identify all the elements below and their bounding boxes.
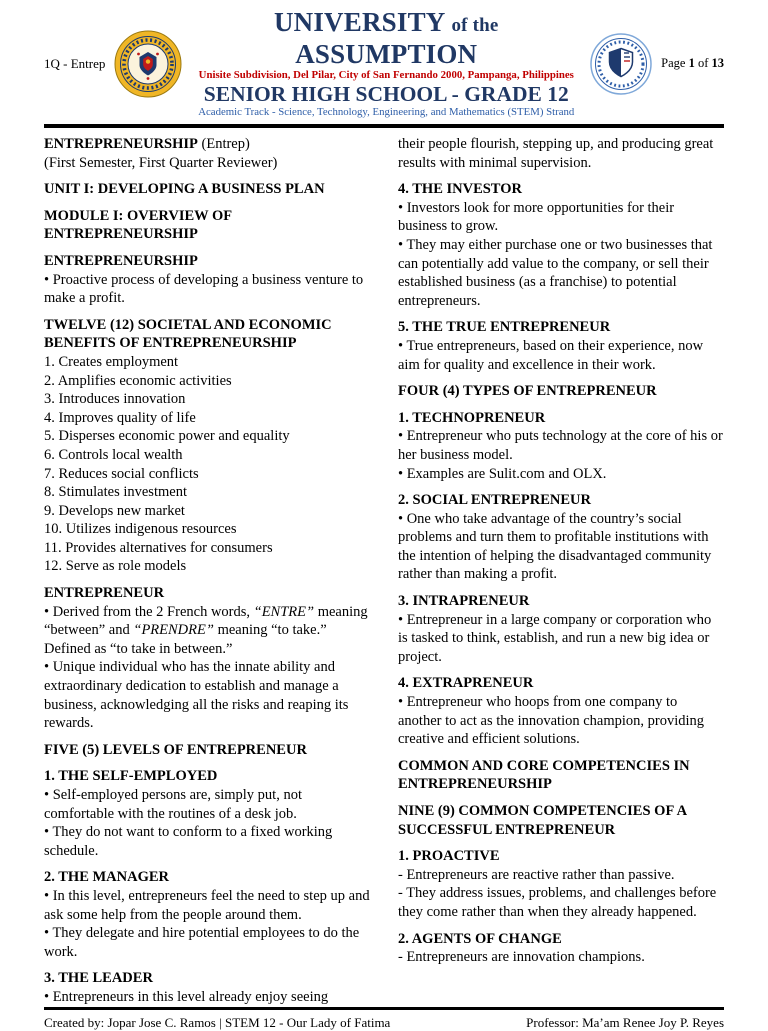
paragraph [398,427,724,464]
page-total: 13 [711,56,724,70]
text-segment: • One who take advantage of the country’s social problems and turn them to profitable institutions with the intention of helping the disadvantaged community rather than making a profit. [398,510,712,583]
text-segment: 3. INTRAPRENEUR [398,593,530,610]
text-segment: 2. SOCIAL ENTREPRENEUR [398,492,591,509]
page-number: 1 [688,56,695,70]
page-of: of [694,56,712,70]
page-indicator [661,56,724,71]
paragraph [44,427,370,446]
document-content [44,128,724,1007]
text-segment: 8. Stimulates investment [44,484,187,501]
text-segment: • Entrepreneurs in this level already enjoy seeing [44,988,329,1005]
paragraph [398,337,724,374]
text-segment: (Entrep) [197,136,250,152]
text-segment: ENTREPRENEURSHIP [44,252,198,269]
footer-professor: Professor: Ma’am Renee Joy P. Reyes [526,1014,724,1030]
text-segment: • They may either purchase one or two businesses that can potentially add value to the company, or sell their established business (as a franchise) to potential entrepreneurs. [398,236,713,309]
paragraph [44,483,370,502]
section-heading [398,757,724,794]
page-word: Page [661,56,689,70]
text-segment: 2. AGENTS OF CHANGE [398,930,562,947]
text-segment: • Proactive process of developing a business venture to make a profit. [44,271,364,307]
section-heading [398,592,724,611]
text-segment: • Examples are Sulit.com and OLX. [398,465,607,482]
section-heading [398,180,724,199]
text-segment: 3. THE LEADER [44,970,153,987]
section-heading [398,409,724,428]
text-segment: 4. Improves quality of life [44,409,196,426]
text-segment: • In this level, entrepreneurs feel the need to step up and ask some help from the people around them. [44,887,370,923]
text-segment: 12. Serve as role models [44,558,187,575]
paragraph [44,539,370,558]
text-segment: 1. PROACTIVE [398,848,500,865]
text-segment: • They delegate and hire potential employees to do the work. [44,925,360,960]
section-heading [398,847,724,866]
letterhead [191,8,581,119]
university-seal-icon [114,30,182,98]
text-segment: 7. Reduces social conflicts [44,465,199,482]
text-segment: FOUR (4) TYPES OF ENTREPRENEUR [398,383,657,400]
paragraph [44,658,370,732]
text-segment: • They do not want to conform to a fixed working schedule. [44,824,333,859]
university-address: Unisite Subdivision, Del Pilar, City of San Fernando 2000, Pampanga, Philippines [198,69,574,81]
text-segment: meaning “to take.” Defined as “to take in between.” [44,622,327,657]
text-segment: COMMON AND CORE COMPETENCIES IN ENTREPRENEURSHIP [398,757,690,793]
university-name-part2: ASSUMPTION [295,39,478,69]
text-segment: their people flourish, stepping up, and producing great results with minimal supervision. [398,136,714,171]
text-segment: 9. Develops new market [44,502,185,519]
paragraph [44,823,370,860]
paragraph [44,988,370,1007]
page-footer [44,1007,724,1031]
paragraph [398,199,724,236]
text-segment: 5. Disperses economic power and equality [44,428,290,445]
paragraph [44,409,370,428]
text-segment: 4. THE INVESTOR [398,181,522,198]
text-segment: • True entrepreneurs, based on their experience, now aim for quality and excellence in their work. [398,337,704,373]
paragraph [398,948,724,967]
text-segment: • Entrepreneur who puts technology at the core of his or her business model. [398,428,723,463]
page-header [44,8,724,128]
senior-high-seal-icon [590,33,652,95]
section-heading [44,584,370,603]
school-title: SENIOR HIGH SCHOOL - GRADE 12 [203,82,569,106]
text-segment: NINE (9) COMMON COMPETENCIES OF A SUCCESSFUL ENTREPRENEUR [398,803,687,838]
text-segment: MODULE I: OVERVIEW OF ENTREPRENEURSHIP [44,207,232,243]
text-segment: 3. Introduces innovation [44,391,186,408]
text-segment: • Entrepreneur who hoops from one company to another to act as the innovation champion, providing creative and efficient solutions. [398,694,705,748]
paragraph [398,884,724,921]
strand-subtitle: Academic Track - Science, Technology, Engineering, and Mathematics (STEM) Strand [198,106,575,118]
right-column [398,135,724,1007]
text-segment: 2. THE MANAGER [44,869,170,886]
text-segment: 11. Provides alternatives for consumers [44,539,273,556]
course-label: 1Q - Entrep [44,55,106,71]
text-segment: - Entrepreneurs are reactive rather than passive. [398,866,675,883]
text-segment: meaning “between” and [44,603,368,639]
university-name-part1: UNIVERSITY [273,7,452,37]
section-heading [398,930,724,949]
text-segment: FIVE (5) LEVELS OF ENTREPRENEUR [44,741,307,758]
section-heading [44,969,370,988]
text-segment: “ENTRE” [253,603,315,620]
section-heading [44,316,370,353]
paragraph [44,887,370,924]
section-heading [398,318,724,337]
university-name-mid: of the [451,15,499,36]
text-segment: 6. Controls local wealth [44,446,183,463]
text-segment: • Entrepreneur in a large company or corporation who is tasked to think, establish, and run a new big idea or project. [398,611,712,665]
footer-created-by: Created by: Jopar Jose C. Ramos | STEM 12 - Our Lady of Fatima [44,1014,391,1030]
text-segment: 10. Utilizes indigenous resources [44,521,237,538]
paragraph [44,271,370,308]
paragraph [44,154,370,173]
text-segment: “PRENDRE” [133,622,214,639]
section-heading [44,180,370,199]
paragraph [398,236,724,310]
paragraph [44,520,370,539]
text-segment: ENTREPRENEUR [44,585,165,602]
paragraph [398,135,724,172]
paragraph [398,510,724,584]
section-heading [44,741,370,760]
section-heading [44,207,370,244]
paragraph [44,353,370,372]
paragraph [398,866,724,885]
section-heading [398,674,724,693]
section-heading [398,382,724,401]
text-segment: 1. Creates employment [44,353,179,370]
paragraph [44,372,370,391]
section-heading [44,767,370,786]
text-segment: • Unique individual who has the innate ability and extraordinary dedication to establish and manage a business, acknowledging all the risks and reaping its rewards. [44,659,349,732]
text-segment: 4. EXTRAPRENEUR [398,675,534,692]
paragraph [44,557,370,576]
text-segment: 2. Amplifies economic activities [44,372,232,389]
paragraph [44,135,370,154]
left-column [44,135,370,1007]
section-heading [44,868,370,887]
text-segment: ENTREPRENEURSHIP [44,136,198,152]
text-segment: 1. THE SELF-EMPLOYED [44,768,218,785]
text-segment: • Derived from the 2 French words, [44,603,254,620]
text-segment: • Self-employed persons are, simply put, not comfortable with the routines of a desk job. [44,787,302,822]
text-segment: 1. TECHNOPRENEUR [398,409,546,426]
text-segment: (First Semester, First Quarter Reviewer) [44,154,278,171]
paragraph [44,924,370,961]
text-segment: - Entrepreneurs are innovation champions. [398,949,645,966]
text-segment: 5. THE TRUE ENTREPRENEUR [398,319,611,336]
paragraph [398,693,724,749]
paragraph [44,390,370,409]
paragraph [44,786,370,823]
text-segment: - They address issues, problems, and challenges before they come rather than when they already happened. [398,885,717,920]
text-segment: TWELVE (12) SOCIETAL AND ECONOMIC BENEFITS OF ENTREPRENEURSHIP [44,316,332,352]
text-segment: • Investors look for more opportunities for their business to grow. [398,199,675,235]
paragraph [44,465,370,484]
paragraph [398,465,724,484]
paragraph [44,502,370,521]
section-heading [398,802,724,839]
paragraph [44,603,370,659]
paragraph [398,611,724,667]
university-name [191,8,581,69]
text-segment: UNIT I: DEVELOPING A BUSINESS PLAN [44,181,325,198]
paragraph [44,446,370,465]
section-heading [44,252,370,271]
section-heading [398,491,724,510]
